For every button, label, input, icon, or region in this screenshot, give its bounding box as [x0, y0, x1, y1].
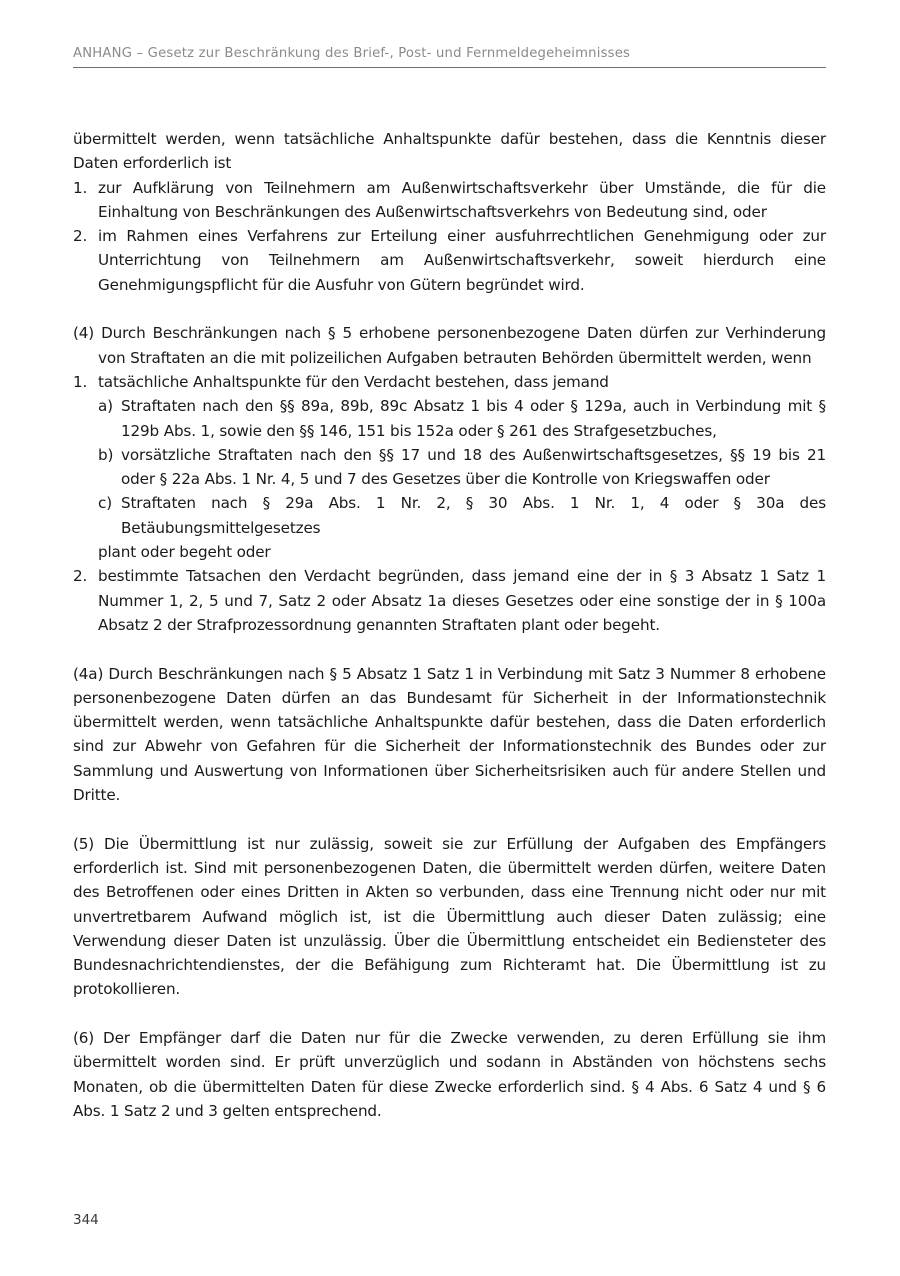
paragraph-4-subitem-a: [98, 394, 826, 443]
sublist-letter: a): [98, 397, 113, 416]
list-number: 1.: [73, 372, 88, 391]
intro-paragraph: übermittelt werden, wenn tatsächliche Anhaltspunkte dafür bestehen, dass die Kenntnis dieser Daten erforderlich ist: [73, 130, 826, 173]
list-number: 2.: [73, 567, 88, 586]
paragraph-4-subitem-b: [98, 443, 826, 492]
header-divider: [73, 67, 826, 68]
paragraph-4a: (4a) Durch Beschränkungen nach § 5 Absatz 1 Satz 1 in Verbindung mit Satz 3 Nummer 8 erhobene personenbezogene Daten dürfen an das Bundesamt für Sicherheit in der Informationstechnik übermittelt werden, wenn tatsächliche Anhaltspunkte dafür bestehen, dass die Daten erforderlich sind zur Abwehr von Gefahren für die Sicherheit der Informationstechnik des Bundes oder zur Sammlung und Auswertung von Informationen über Sicherheitsrisiken auch für andere Stellen und Dritte.: [73, 664, 826, 805]
list-text: bestimmte Tatsachen den Verdacht begründen, dass jemand eine der in § 3 Absatz 1 Satz 1 Nummer 1, 2, 5 und 7, Satz 2 oder Absatz 1a dieses Gesetzes oder eine sonstige der in § 100a Absatz 2 der Strafprozessordnung genannten Straftaten plant oder begeht.: [98, 567, 826, 634]
paragraph-6: (6) Der Empfänger darf die Daten nur für die Zwecke verwenden, zu deren Erfüllung sie ihm übermittelt worden sind. Er prüft unverzüglich und sodann in Abständen von höchstens sechs Monaten, ob die übermittelten Daten für diese Zwecke erforderlich sind. § 4 Abs. 6 Satz 4 und § 6 Abs. 1 Satz 2 und 3 gelten entsprechend.: [73, 1028, 826, 1120]
paragraph-4-item-1-tail: plant oder begeht oder: [98, 543, 271, 562]
sublist-text: Straftaten nach den §§ 89a, 89b, 89c Absatz 1 bis 4 oder § 129a, auch in Verbindung mit § 129b Abs. 1, sowie den §§ 146, 151 bis 152a oder § 261 des Strafgesetzbuches,: [121, 397, 826, 440]
sublist-text: Straftaten nach § 29a Abs. 1 Nr. 2, § 30 Abs. 1 Nr. 1, 4 oder § 30a des Betäubungsmittelgesetzes: [121, 494, 826, 537]
list-text: tatsächliche Anhaltspunkte für den Verdacht bestehen, dass jemand: [98, 372, 609, 391]
running-header: ANHANG – Gesetz zur Beschränkung des Brief-, Post- und Fernmeldegeheimnisses: [73, 46, 631, 61]
paragraph-gap: [73, 297, 826, 321]
paragraph-4-item-2: [73, 564, 826, 637]
intro-list-item-2: [73, 224, 826, 297]
paragraph-gap: [73, 637, 826, 661]
list-number: 2.: [73, 227, 88, 246]
paragraph-4-subitem-c: [98, 491, 826, 540]
page-body: [73, 127, 826, 1123]
sublist-text: vorsätzliche Straftaten nach den §§ 17 und 18 des Außenwirtschaftsgesetzes, §§ 19 bis 21 oder § 22a Abs. 1 Nr. 4, 5 und 7 des Gesetzes über die Kontrolle von Kriegswaffen oder: [121, 445, 826, 489]
paragraph-5: (5) Die Übermittlung ist nur zulässig, soweit sie zur Erfüllung der Aufgaben des Empfängers erforderlich ist. Sind mit personenbezogenen Daten, die übermittelt werden dürfen, weitere Daten des Betroffenen oder eines Dritten in Akten so verbunden, dass eine Trennung nicht oder nur mit unvertretbarem Aufwand möglich ist, ist die Übermittlung auch dieser Daten zulässig; eine Verwendung dieser Daten ist unzulässig. Über die Übermittlung entscheidet ein Bediensteter des Bundesnachrichtendienstes, der die Befähigung zum Richteramt hat. Die Übermittlung ist zu protokollieren.: [73, 834, 826, 999]
list-text: zur Aufklärung von Teilnehmern am Außenwirtschaftsverkehr über Umstände, die für die Einhaltung von Beschränkungen des Außenwirtschaftsverkehrs von Bedeutung sind, oder: [98, 178, 826, 221]
intro-list-item-1: [73, 176, 826, 225]
list-text: im Rahmen eines Verfahrens zur Erteilung einer ausfuhrrechtlichen Genehmigung oder zur Unterrichtung von Teilnehmern am Außenwirtschaftsverkehr, soweit hierdurch eine Genehmigungspflicht für die Ausfuhr von Gütern begründet wird.: [98, 227, 826, 294]
sublist-letter: c): [98, 494, 112, 513]
paragraph-gap: [73, 1002, 826, 1026]
page-number: 344: [73, 1212, 99, 1228]
paragraph-4-item-1: [73, 370, 826, 394]
list-number: 1.: [73, 178, 88, 197]
sublist-letter: b): [98, 445, 114, 464]
paragraph-gap: [73, 807, 826, 831]
paragraph-4-lead: (4) Durch Beschränkungen nach § 5 erhobene personenbezogene Daten dürfen zur Verhinderung von Straftaten an die mit polizeilichen Aufgaben betrauten Behörden übermittelt werden, wenn: [73, 324, 826, 367]
